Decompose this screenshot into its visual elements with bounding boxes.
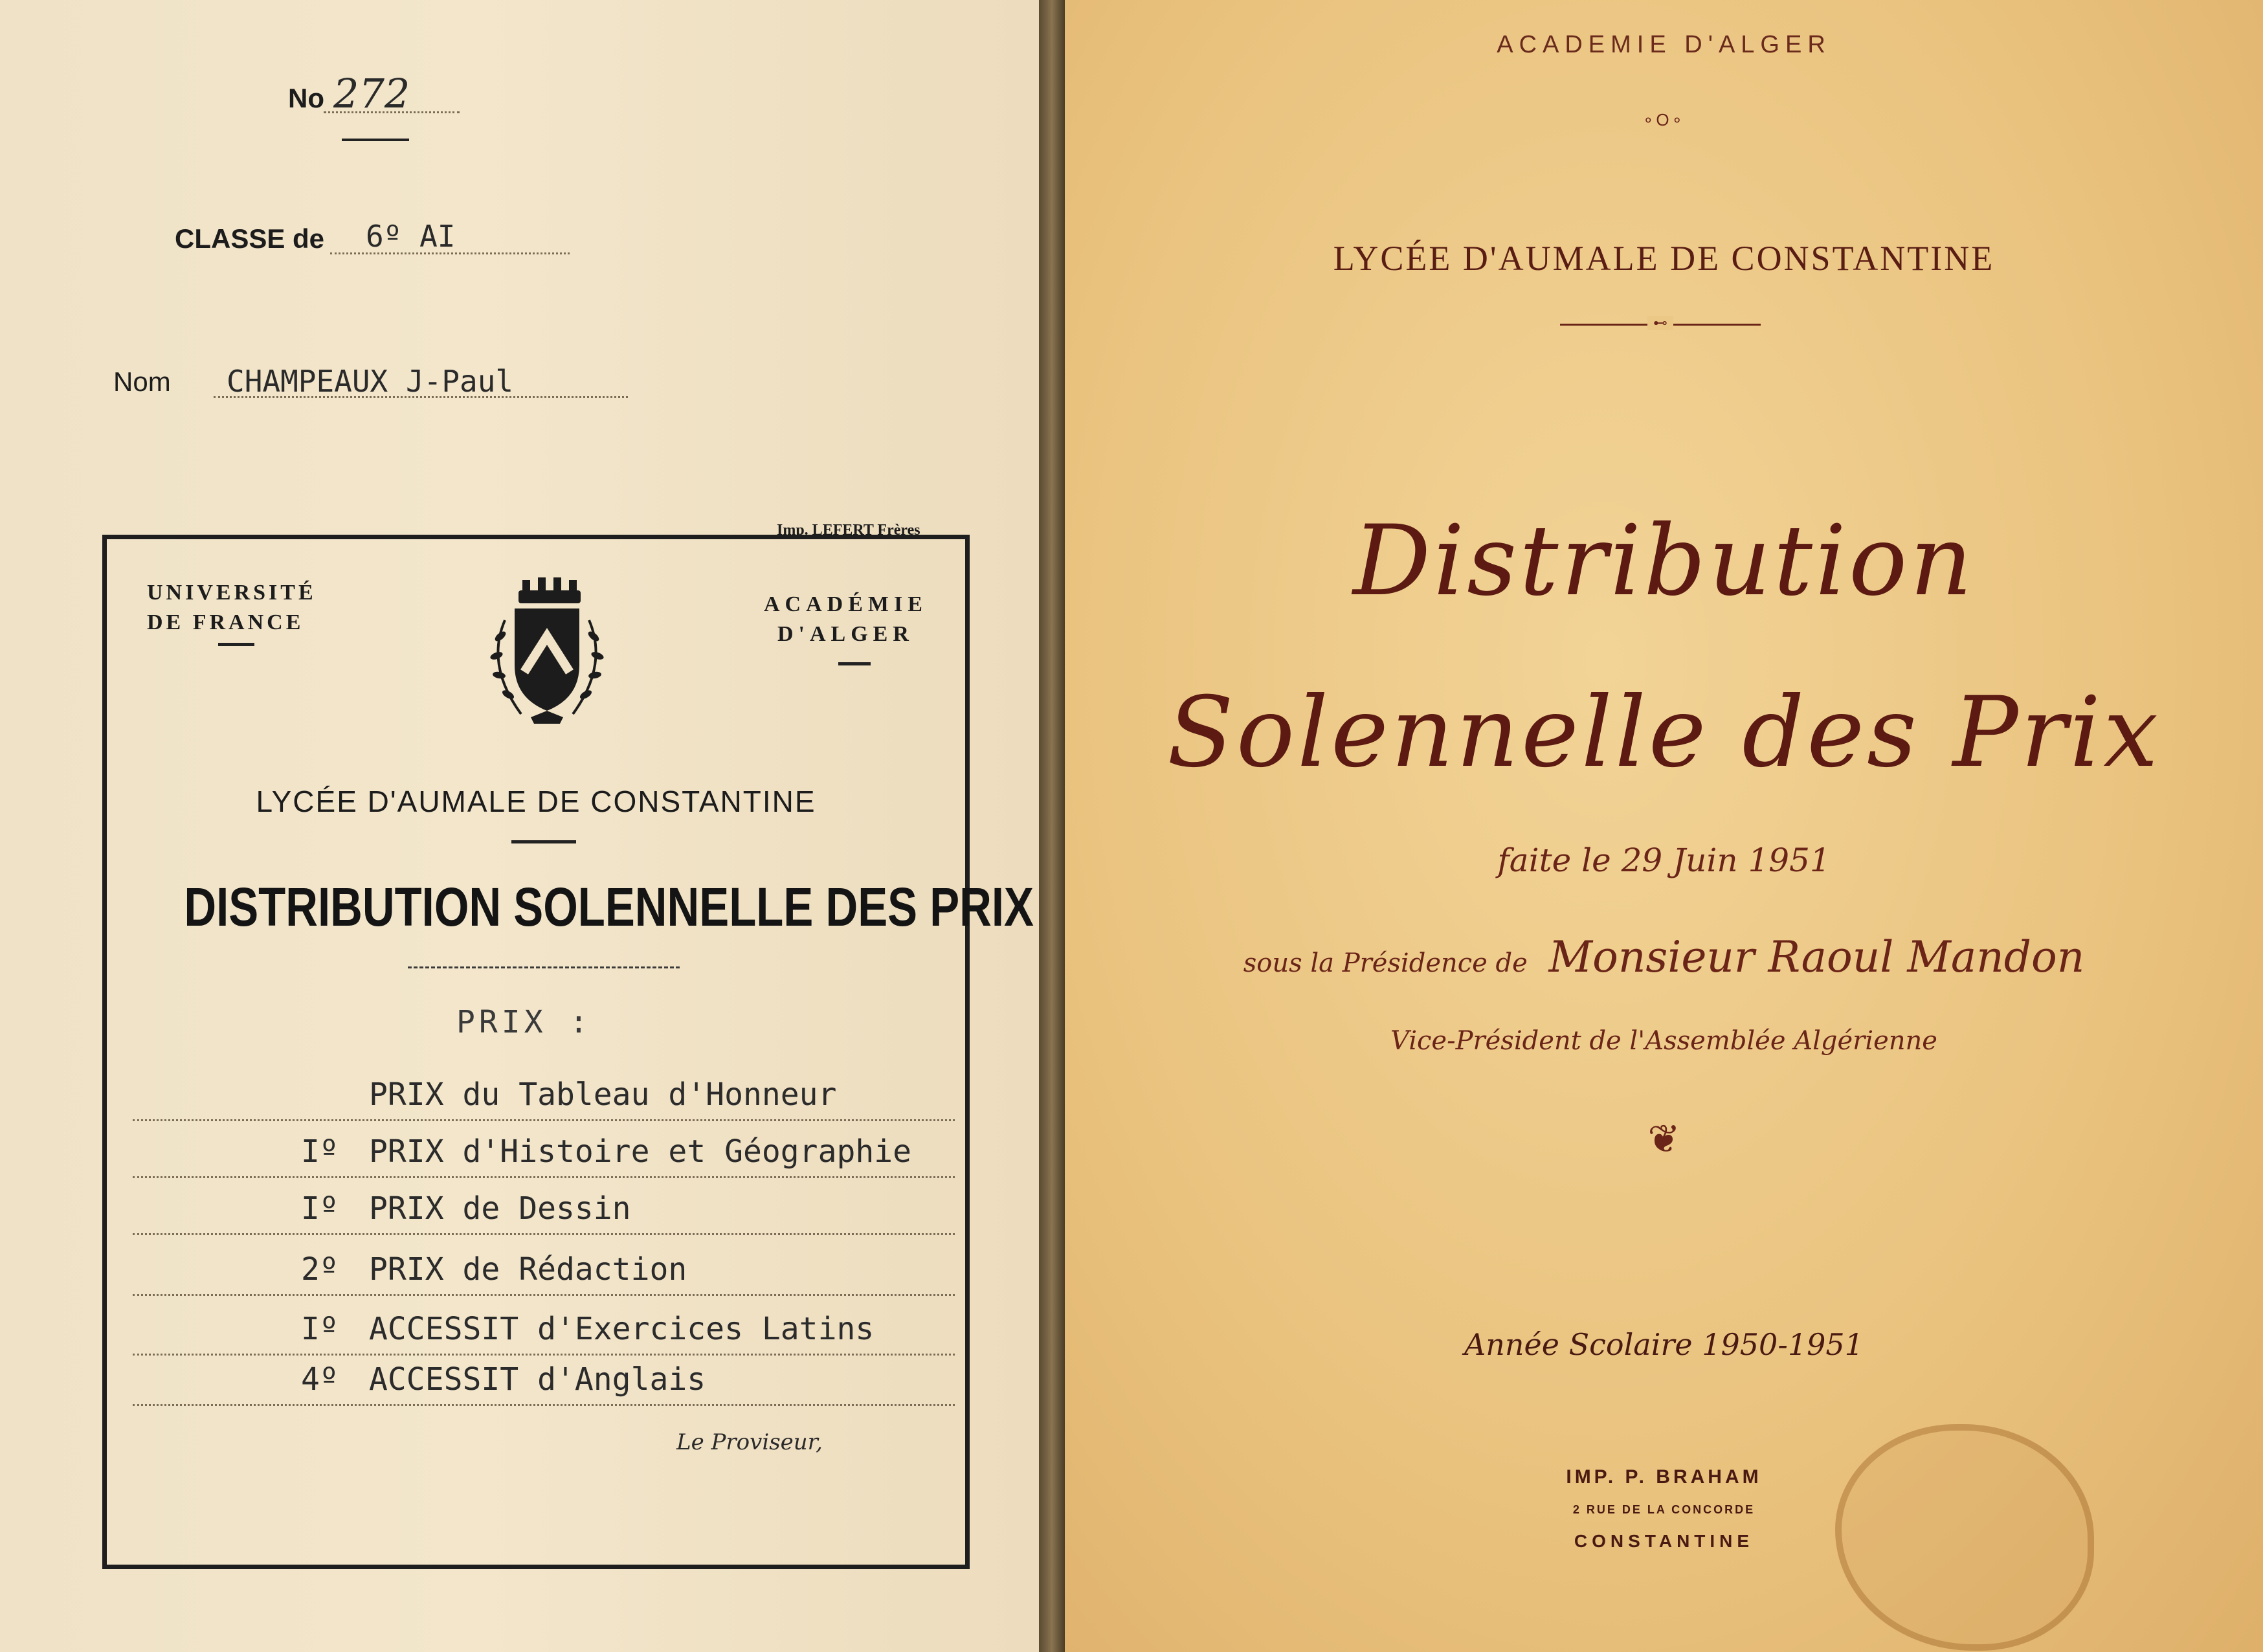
academy-underline	[838, 662, 871, 665]
small-circles-ornament-icon: ∘O∘	[1643, 110, 1685, 129]
booklet-cover-sheet	[1065, 0, 2263, 1652]
prize-item	[107, 1133, 948, 1185]
booklet-date-line: faite le 29 Juin 1951	[1497, 842, 1831, 879]
divider-knot-icon: ⊷	[1647, 316, 1673, 330]
booklet-presidence-line	[1065, 932, 2263, 982]
printer-city: CONSTANTINE	[1574, 1531, 1754, 1551]
academy-line1: ACADÉMIE	[764, 592, 928, 616]
booklet-school: LYCÉE D'AUMALE DE CONSTANTINE	[1333, 239, 1995, 278]
prize-item	[107, 1251, 948, 1303]
certificate-frame	[102, 535, 1034, 1569]
prize-certificate-sheet	[0, 0, 1039, 1652]
prize-item	[107, 1190, 948, 1242]
name-value: CHAMPEAUX J-Paul	[227, 364, 514, 399]
prize-rank: Iº	[301, 1133, 339, 1170]
fleuron-ornament-icon: ❦	[1647, 1117, 1680, 1161]
university-line2: DE FRANCE	[147, 610, 304, 634]
prize-text: ACCESSIT d'Anglais	[369, 1361, 706, 1398]
signature-label: Le Proviseur,	[676, 1429, 823, 1455]
prize-text: PRIX d'Histoire et Géographie	[369, 1133, 912, 1170]
prize-rank: 4º	[301, 1361, 339, 1398]
class-value: 6º AI	[366, 219, 456, 254]
number-dotted-line	[324, 111, 460, 113]
prize-text: ACCESSIT d'Exercices Latins	[369, 1311, 875, 1347]
prize-dotted-line	[133, 1294, 955, 1296]
prize-rank: 2º	[301, 1251, 339, 1288]
booklet-title-line2: Solennelle des Prix	[1167, 676, 2161, 789]
page-gutter	[1039, 0, 1065, 1652]
university-underline	[218, 643, 254, 646]
presidence-prefix: sous la Présidence de	[1243, 948, 1528, 978]
prize-item	[107, 1311, 948, 1363]
prize-dotted-line	[133, 1233, 955, 1235]
number-underline	[342, 139, 409, 141]
school-underline	[511, 840, 576, 843]
prize-list	[107, 1077, 965, 1491]
certificate-title: DISTRIBUTION SOLENNELLE DES PRIX	[184, 876, 1034, 937]
booklet-academy: ACADEMIE D'ALGER	[1497, 31, 1831, 58]
printer-credit: Imp. LEFERT Frères	[777, 522, 920, 539]
prize-text: PRIX de Rédaction	[369, 1251, 687, 1288]
coat-of-arms-icon	[476, 575, 618, 730]
number-label: No	[288, 83, 324, 113]
number-value: 272	[333, 70, 410, 117]
certificate-school-name: LYCÉE D'AUMALE DE CONSTANTINE	[256, 785, 816, 818]
prize-dotted-line	[133, 1176, 955, 1178]
prize-item	[107, 1361, 948, 1413]
prize-rank: Iº	[301, 1190, 339, 1227]
class-dotted-line	[330, 252, 570, 254]
water-stain	[1835, 1424, 2094, 1651]
school-year: Année Scolaire 1950-1951	[1464, 1327, 1864, 1362]
prize-text: PRIX de Dessin	[369, 1190, 631, 1227]
class-label: CLASSE de	[175, 223, 325, 254]
university-heading	[147, 578, 317, 638]
prize-item	[107, 1077, 948, 1128]
prize-dotted-line	[133, 1354, 955, 1356]
printer-address: 2 RUE DE LA CONCORDE	[1572, 1503, 1756, 1516]
printer-name: IMP. P. BRAHAM	[1566, 1466, 1762, 1488]
prix-heading: PRIX :	[456, 1004, 592, 1040]
academy-heading	[764, 590, 928, 649]
university-line1: UNIVERSITÉ	[147, 581, 317, 605]
prize-dotted-line	[133, 1119, 955, 1121]
prize-rank: Iº	[301, 1311, 339, 1347]
booklet-title-line1: Distribution	[1353, 505, 1975, 618]
name-label: Nom	[113, 366, 171, 397]
title-ornament-line	[408, 966, 680, 968]
president-role: Vice-Président de l'Assemblée Algérienne	[1390, 1026, 1937, 1056]
academy-line2: D'ALGER	[777, 621, 914, 646]
president-name: Monsieur Raoul Mandon	[1548, 932, 2085, 982]
name-dotted-line	[214, 396, 628, 398]
prize-dotted-line	[133, 1404, 955, 1406]
prize-text: PRIX du Tableau d'Honneur	[369, 1077, 837, 1113]
